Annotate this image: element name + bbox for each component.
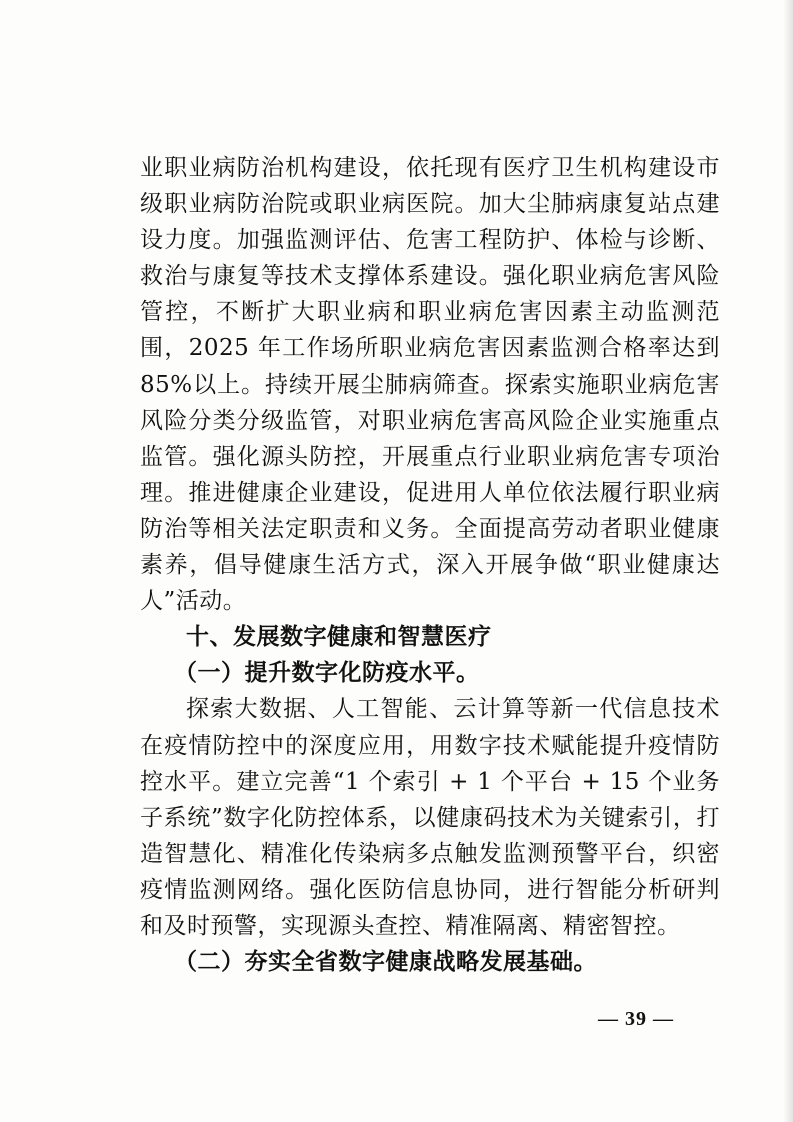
- document-body: [140, 150, 720, 980]
- page-number: — 39 —: [598, 1008, 674, 1030]
- section-heading: 十、发展数字健康和智慧医疗: [186, 624, 492, 651]
- body-paragraph-1: 业职业病防治机构建设，依托现有医疗卫生机构建设市级职业病防治院或职业病医院。加大尘肺病康复站点建设力度。加强监测评估、危害工程防护、体检与诊断、救治与康复等技术支撑体系建设。强化职业病危害风险管控，不断扩大职业病和职业病危害因素主动监测范围，2025 年工作场所职业病危害因素监测合格率达到 85%以上。持续开展尘肺病筛查。探索实施职业病危害风险分类分级监管，对职业病危害高风险企业实施重点监管。强化源头防控，开展重点行业职业病危害专项治理。推进健康企业建设，促进用人单位依法履行职业病防治等相关法定职责和义务。全面提高劳动者职业健康素养，倡导健康生活方式，深入开展争做“职业健康达人”活动。: [140, 155, 720, 615]
- subheading-2: （二）夯实全省数字健康战略发展基础。: [174, 948, 597, 976]
- body-paragraph-2: 探索大数据、人工智能、云计算等新一代信息技术在疫情防控中的深度应用，用数字技术赋能提升疫情防控水平。建立完善“1 个索引 + 1 个平台 + 15 个业务子系统”数字化防控体系，以健康码技术为关键索引，打造智慧化、精准化传染病多点触发监测预警平台，织密疫情监测网络。强化医防信息协同，进行智能分析研判和及时预警，实现源头查控、精准隔离、精密智控。: [140, 696, 720, 939]
- page-edge-shadow: [783, 0, 793, 1122]
- subheading-1: （一）提升数字化防疫水平。: [174, 659, 480, 687]
